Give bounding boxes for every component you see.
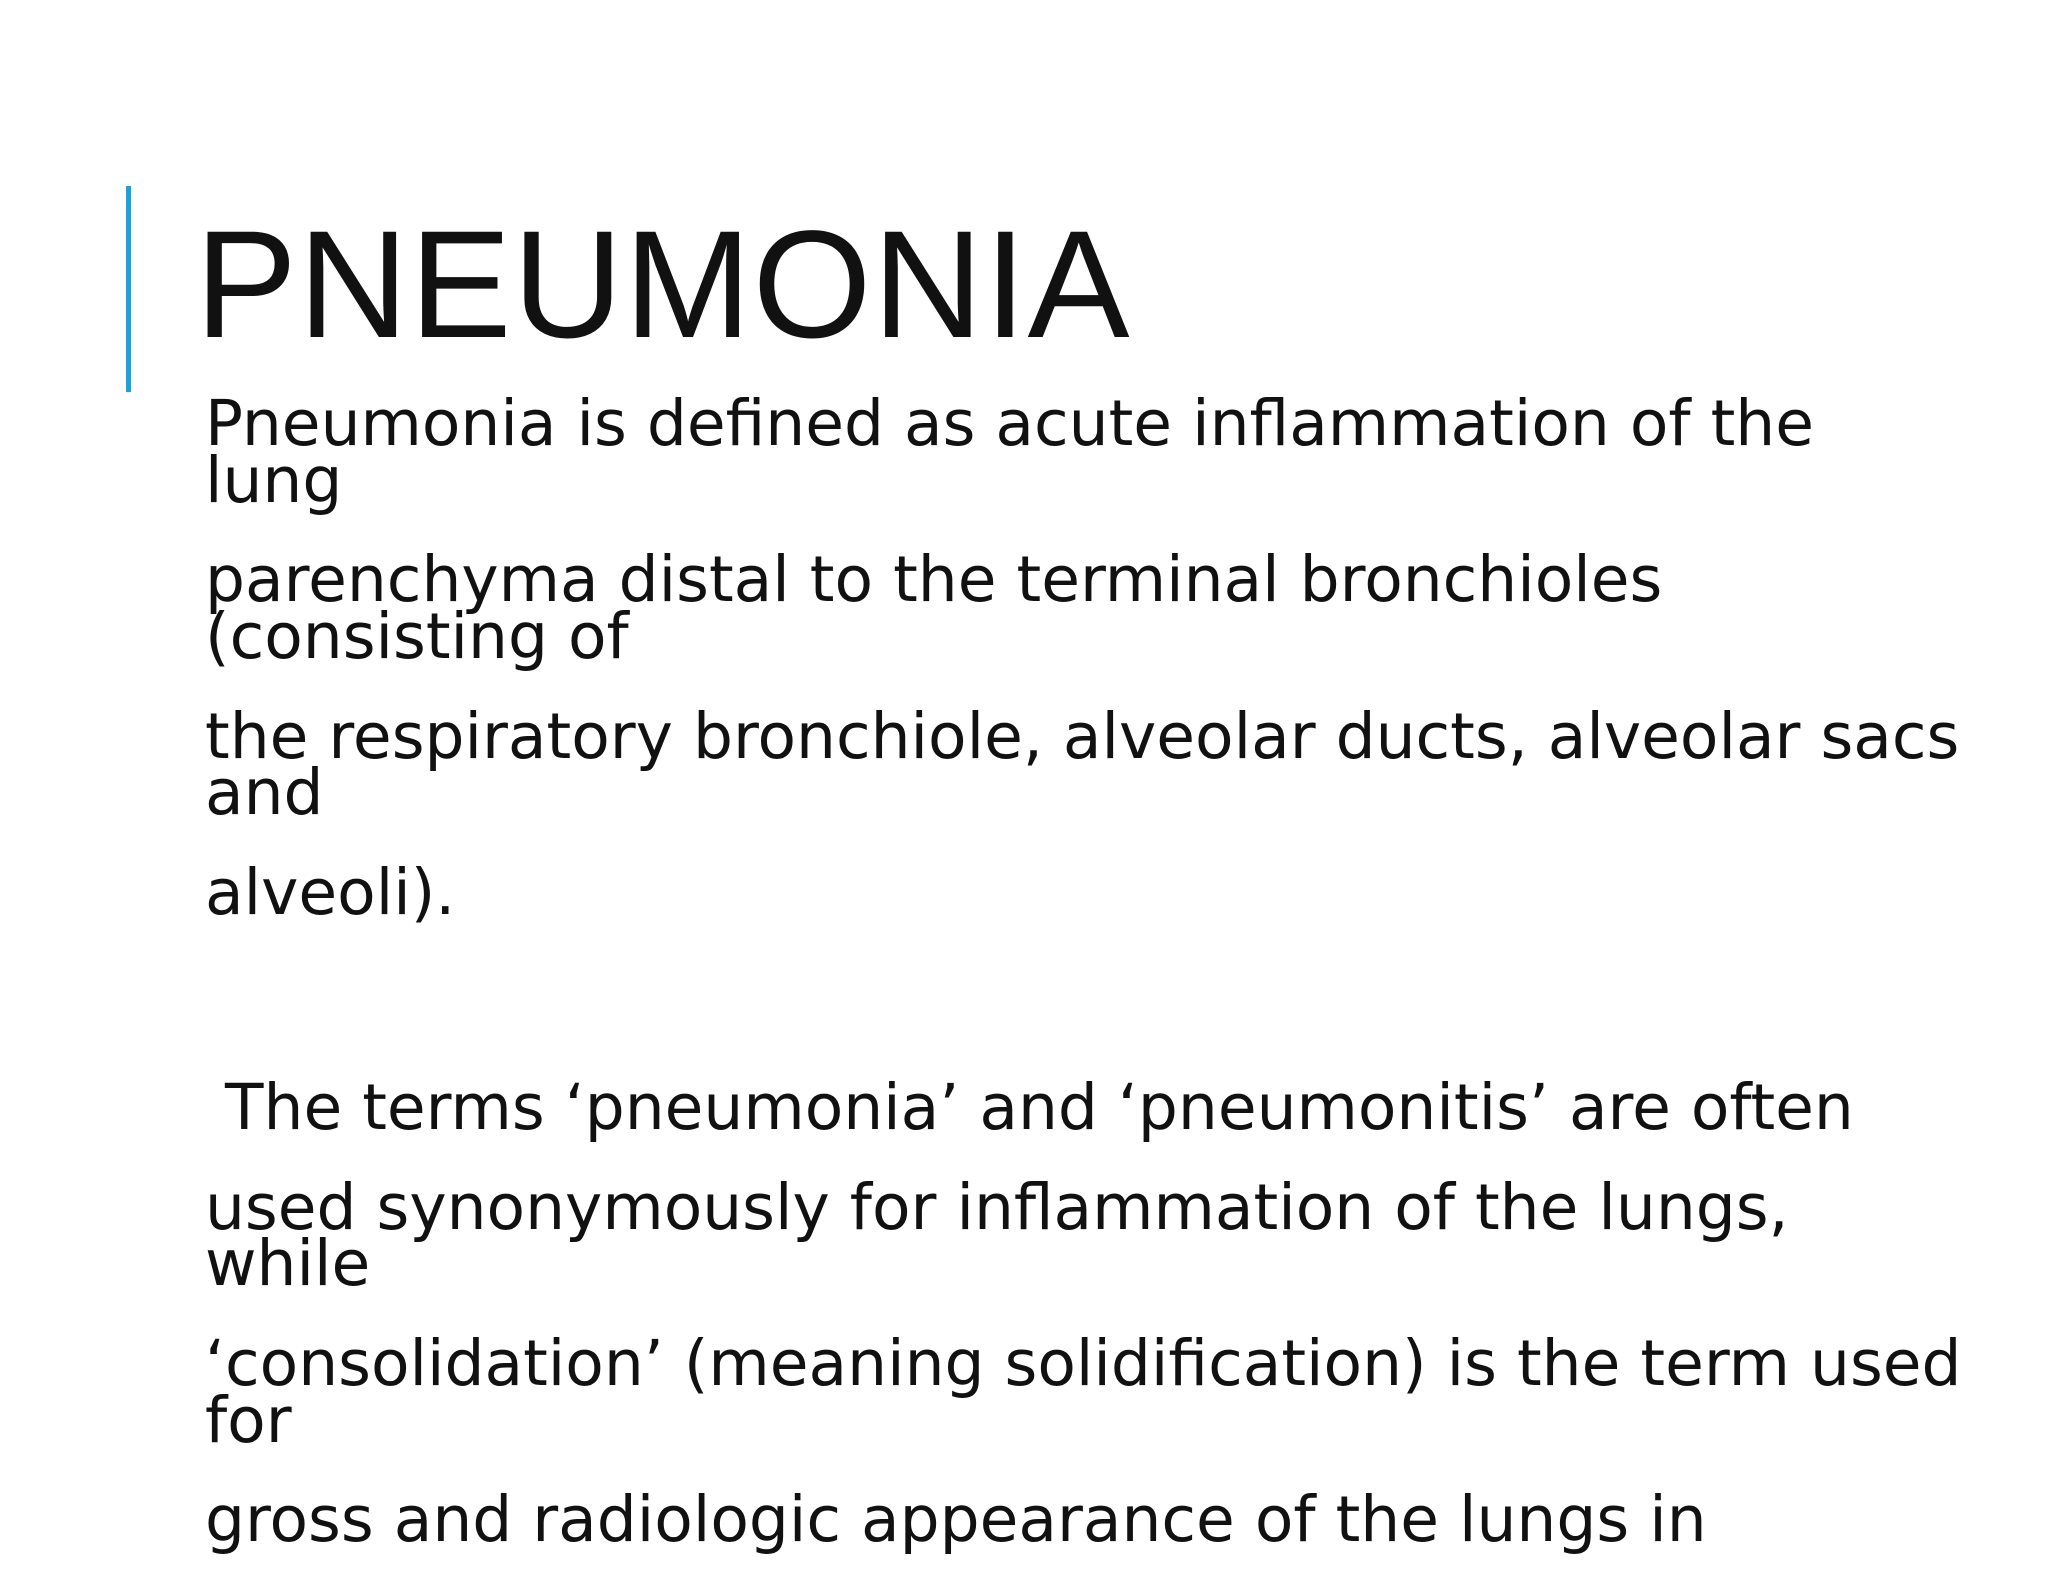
body-line-7: ‘consolidation’ (meaning solidification) is the term used for (205, 1326, 1962, 1457)
body-line-5: The terms ‘pneumonia’ and ‘pneumonitis’ are often (205, 1070, 1854, 1144)
body-line-6: used synonymously for inflammation of the lungs, while (205, 1170, 1789, 1301)
body-line-4: alveoli). (205, 856, 456, 930)
paragraph-gap (205, 965, 1965, 1080)
body-line-3: the respiratory bronchiole, alveolar ducts, alveolar sacs and (205, 699, 1960, 830)
slide-title: PNEUMONIA (195, 199, 1131, 370)
title-accent-bar (126, 186, 131, 392)
body-line-2: parenchyma distal to the terminal bronchioles (consisting of (205, 543, 1663, 674)
slide-body (205, 387, 1965, 1592)
body-line-8: gross and radiologic appearance of the lungs in (205, 1483, 1707, 1557)
body-line-1: Pneumonia is defined as acute inflammation of the lung (205, 387, 1814, 517)
